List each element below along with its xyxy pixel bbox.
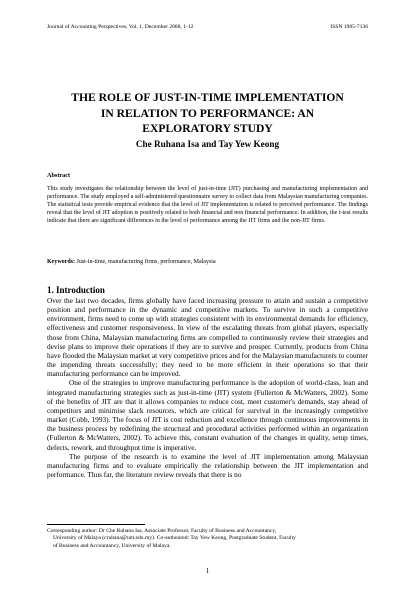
footnote-line-2: University of Malaya (cruhana@um.edu.my). Co-authoured: Tay Yew Keong, Postgraduate Student, Faculty — [53, 535, 296, 542]
section-heading: 1. Introduction — [47, 285, 105, 295]
journal-citation: Journal of Accounting Perspectives, Vol. 1, December 2008, 1-12 — [47, 24, 194, 30]
keywords-label: Keywords: — [47, 259, 75, 265]
footnote-line-3: of Business and Accountancy, University of Malaya. — [53, 542, 171, 549]
paragraph: Over the last two decades, firms globally have faced increasing pressure to attain and sustain a competitive position and performance in the dynamic and competitive markets. To survive in such a competitive environment, firms need to come up with strategies consistent with its environmental demands for efficiency, effectiveness and customer responsiveness. In view of the escalating threats from global players, especially those from China, Malaysian manufacturing firms are compelled to continuously review their strategies and devise plans to improve their operations if they are to survive and prosper. Currently, products from China have flooded the Malaysian market at very competitive prices and for the Malaysian manufacturers to counter the impending threats successfully; they need to be more efficient in their operations so that their manufacturing performance can be improved. — [47, 296, 368, 379]
footnote-line-1: Corresponding author: Dr Che Ruhana Isa, Associate Professor, Faculty of Business and Accountancy, — [47, 528, 277, 534]
page-number: 1 — [205, 567, 210, 575]
issn: ISSN 1985-7136 — [330, 24, 368, 30]
paper-authors: Che Ruhana Isa and Tay Yew Keong — [135, 139, 280, 149]
paragraph: One of the strategies to improve manufacturing performance is the adoption of world-class, lean and integrated manufacturing strategies such as just-in-time (JIT) system (Fullerton & McWatters, 2002). Some of the benefits of JIT are that it allows companies to reduce cost, meet customer's demands, stay ahead of competitors and minimise slack resources, which are critical for survival in the increasingly competitive market (Cobb, 1993). The focus of JIT is cost reduction and excellence through continuous improvements in the business process by redefining the structural and procedural activities performed within an organization (Fullerton & McWatters, 2002). To achieve this, constant evaluation of the changes in quality, setup times, defects, rework, and throughput time is imperative. — [47, 378, 368, 452]
footnote-divider — [47, 524, 145, 525]
paper-title — [40, 90, 375, 137]
title-line-2: IN RELATION TO PERFORMANCE: AN — [100, 106, 315, 120]
footnote — [47, 528, 368, 550]
abstract-text: This study investigates the relationship between the level of just-in-time (JIT) purchasing and manufacturing implementation and performance. The study employed a self-administered questionnaire survey to collect data from Malaysian manufacturing companies. The statistical tests provide empirical evidence that the level of JIT implementation is related to perceived performance. The findings reveal that the level of JIT adoption is positively related to both financial and non financial performance. In addition, the t-test results indicate that there are significant differences in the level of performance among the JIT firms and the non-JIT firms. — [47, 186, 368, 224]
title-line-3: EXPLORATORY STUDY — [142, 122, 273, 136]
keywords — [47, 258, 368, 266]
running-header — [47, 24, 368, 31]
paragraph: The purpose of the research is to examine the level of JIT implementation among Malaysian manufacturing firms and to evaluate empirically the relationship between the JIT implementation and performance. Thus far, the literature review reveals that there is no — [47, 451, 368, 479]
section-body — [47, 296, 368, 479]
title-line-1: THE ROLE OF JUST-IN-TIME IMPLEMENTATION — [71, 91, 344, 104]
keywords-text: Just-in-time, manufacturing firms, performance, Malaysia — [76, 259, 216, 265]
abstract-heading: Abstract — [47, 172, 71, 179]
